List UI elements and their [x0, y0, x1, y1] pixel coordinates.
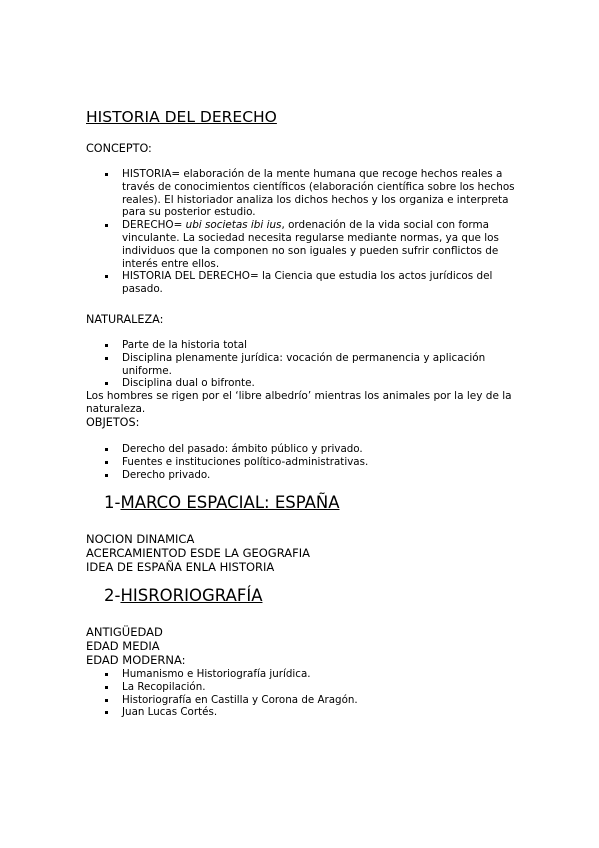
naturaleza-label: NATURALEZA: — [86, 313, 164, 326]
list-item: Parte de la historia total — [86, 339, 516, 352]
text-line: IDEA DE ESPAÑA ENLA HISTORIA — [86, 560, 275, 575]
section-1-lines — [86, 532, 310, 575]
text-line: EDAD MEDIA — [86, 639, 160, 654]
document-title: HISTORIA DEL DERECHO — [86, 108, 277, 126]
list-item: Fuentes e instituciones político-administrativas. — [86, 456, 516, 469]
list-item: Juan Lucas Cortés. — [86, 706, 516, 719]
text-line: ANTIGÜEDAD — [86, 625, 163, 639]
edad-moderna-list — [86, 668, 516, 719]
list-item: Derecho privado. — [86, 469, 516, 482]
text-line: ACERCAMIENTOD ESDE LA GEOGRAFIA — [86, 546, 310, 561]
text-line: NOCION DINAMICA — [86, 532, 195, 546]
concepto-label: CONCEPTO: — [86, 142, 152, 155]
objetos-list — [86, 443, 516, 481]
list-item: Historiografía en Castilla y Corona de Aragón. — [86, 694, 516, 707]
objetos-label: OBJETOS: — [86, 416, 140, 429]
list-item: La Recopilación. — [86, 681, 516, 694]
list-item: HISTORIA DEL DERECHO= la Ciencia que estudia los actos jurídicos del pasado. — [86, 270, 516, 296]
list-item: HISTORIA= elaboración de la mente humana que recoge hechos reales a través de conocimientos científicos (elaboración científica sobre los hechos reales). El historiador analiza los dichos hechos y los organiza e interpreta para su posterior estudio. — [86, 168, 516, 219]
naturaleza-note: Los hombres se rigen por el ‘libre albedrío’ mientras los animales por la ley de la naturaleza. — [86, 390, 512, 415]
concepto-list — [86, 168, 516, 296]
list-item: DERECHO= ubi societas ibi ius, ordenación de la vida social con forma vinculante. La sociedad necesita regularse mediante normas, ya que los individuos que la componen no son iguales y pueden sufrir conflictos de interés entre ellos. — [86, 219, 516, 270]
section-heading-1: 1-MARCO ESPACIAL: ESPAÑA — [104, 493, 340, 512]
list-item: Disciplina dual o bifronte. — [86, 377, 516, 390]
naturaleza-list — [86, 339, 516, 390]
list-item: Derecho del pasado: ámbito público y privado. — [86, 443, 516, 456]
text-line: EDAD MODERNA: — [86, 653, 186, 668]
list-item: Disciplina plenamente jurídica: vocación de permanencia y aplicación uniforme. — [86, 352, 516, 378]
section-2-lines — [86, 625, 186, 668]
list-item: Humanismo e Historiografía jurídica. — [86, 668, 516, 681]
section-heading-2: 2-HISRORIOGRAFÍA — [104, 586, 263, 605]
